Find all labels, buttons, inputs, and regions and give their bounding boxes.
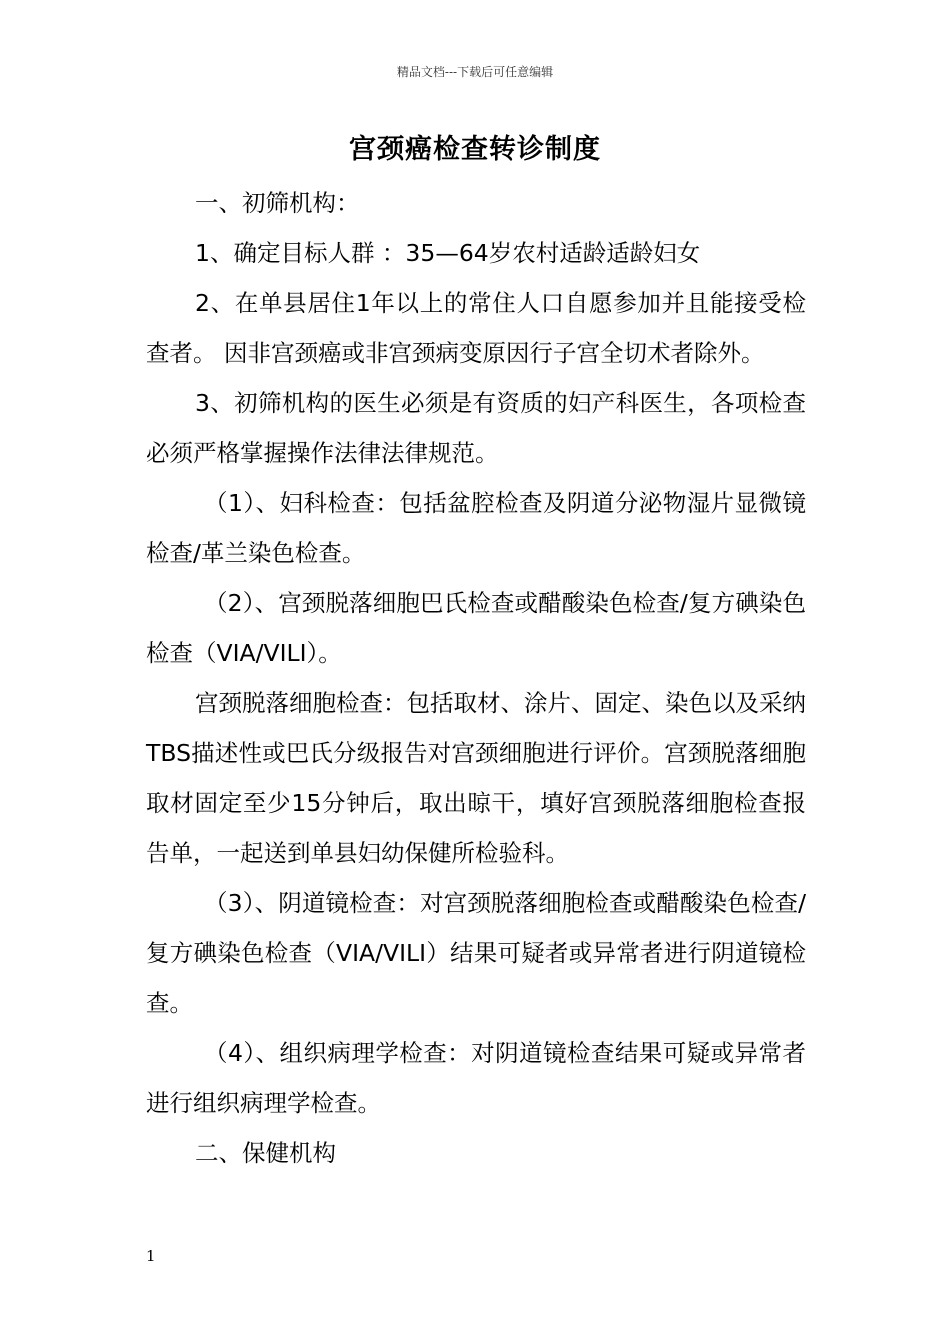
list-item-gynecological-exam: （1）、妇科检查：包括盆腔检查及阴道分泌物湿片显微镜检查/革兰染色检查。: [146, 489, 806, 567]
list-item-colposcopy: （3）、阴道镜检查：对宫颈脱落细胞检查或醋酸染色检查/复方碘染色检查（VIA/VILI）结果可疑者或异常者进行阴道镜检查。: [146, 889, 806, 1017]
page-number: 1: [146, 1247, 156, 1265]
document-title: 宫颈癌检查转诊制度: [349, 134, 601, 165]
document-body: [146, 178, 806, 1178]
section-heading-health-institution: 二、保健机构: [195, 1139, 336, 1167]
paragraph-target-population: 1、确定目标人群 ：35—64岁农村适龄适龄妇女: [195, 239, 701, 267]
paragraph-eligibility: 2、在单县居住1年以上的常住人口自愿参加并且能接受检查者。 因非宫颈癌或非宫颈病变原因行子宫全切术者除外。: [146, 289, 806, 367]
paragraph-doctor-requirement: 3、初筛机构的医生必须是有资质的妇产科医生，各项检查必须严格掌握操作法律法律规范。: [146, 389, 806, 467]
section-heading-screening: 一、初筛机构：: [195, 189, 360, 217]
list-item-histopathology: （4）、组织病理学检查：对阴道镜检查结果可疑或异常者进行组织病理学检查。: [146, 1039, 806, 1117]
paragraph-cytology-procedure: 宫颈脱落细胞检查：包括取材、涂片、固定、染色以及采纳TBS描述性或巴氏分级报告对宫颈细胞进行评价。宫颈脱落细胞取材固定至少15分钟后，取出晾干，填好宫颈脱落细胞检查报告单，一起送到单县妇幼保健所检验科。: [146, 689, 806, 867]
list-item-cytology-exam: （2）、宫颈脱落细胞巴氏检查或醋酸染色检查/复方碘染色检查（VIA/VILI）。: [146, 589, 806, 667]
page-header-note: 精品文档---下载后可任意编辑: [396, 65, 554, 79]
